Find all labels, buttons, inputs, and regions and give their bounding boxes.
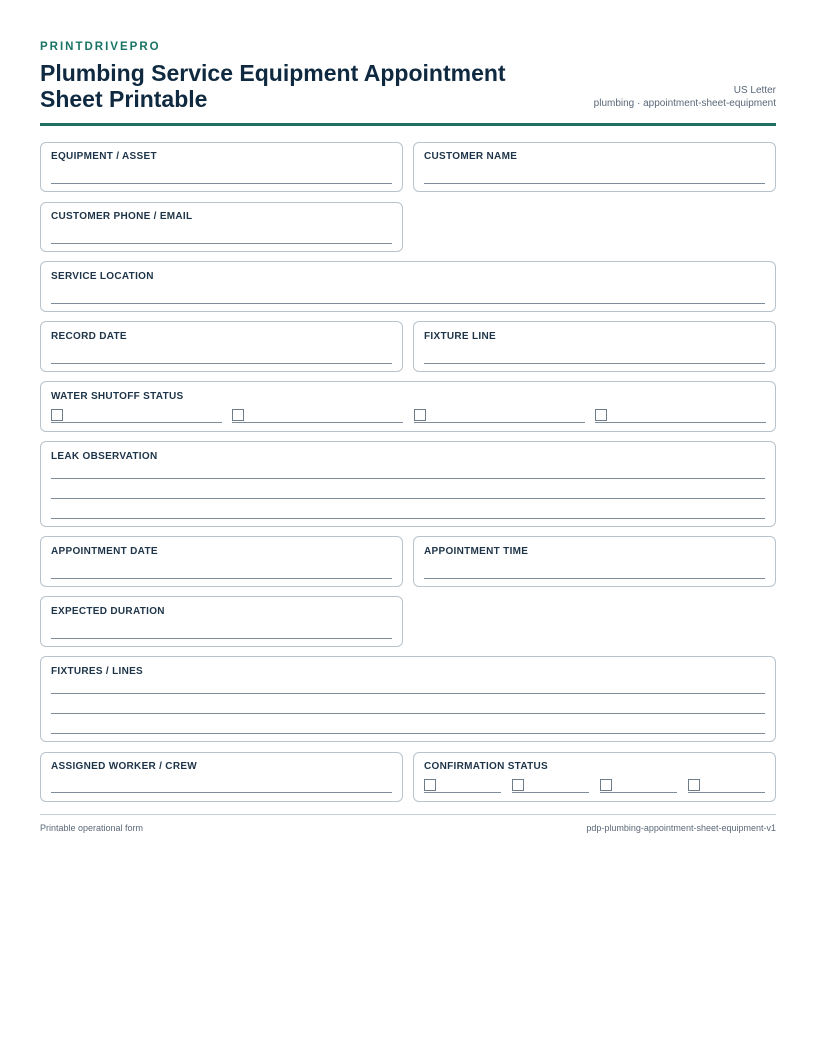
customer-name-section: [413, 142, 776, 192]
record-date-section: [40, 321, 403, 372]
appointment-time-label: APPOINTMENT TIME: [424, 546, 529, 557]
assigned-worker-label: ASSIGNED WORKER / CREW: [51, 761, 198, 772]
customer-contact-field[interactable]: [51, 243, 392, 244]
confirmation-status-label: CONFIRMATION STATUS: [424, 761, 549, 772]
fixtures-lines-line[interactable]: [51, 693, 765, 694]
service-location-field[interactable]: [51, 303, 765, 304]
fixtures-lines-section: [40, 656, 776, 742]
service-location-section: [40, 261, 776, 312]
header-meta: [594, 84, 776, 110]
checkbox-icon[interactable]: [232, 409, 244, 421]
checkbox-icon[interactable]: [414, 409, 426, 421]
leak-observation-line[interactable]: [51, 478, 765, 479]
fixture-line-field[interactable]: [424, 363, 765, 364]
expected-duration-section: [40, 596, 403, 647]
equipment-asset-field[interactable]: [51, 183, 392, 184]
record-date-field[interactable]: [51, 363, 392, 364]
page-title: Plumbing Service Equipment Appointment Sheet Printable: [40, 60, 506, 112]
form-header: [40, 54, 776, 126]
expected-duration-field[interactable]: [51, 638, 392, 639]
confirmation-option[interactable]: [424, 779, 501, 793]
confirmation-option[interactable]: [600, 779, 677, 793]
water-shutoff-option[interactable]: [232, 409, 403, 423]
checkbox-icon[interactable]: [512, 779, 524, 791]
equipment-asset-section: [40, 142, 403, 192]
record-date-label: RECORD DATE: [51, 331, 127, 342]
water-shutoff-section: [40, 381, 776, 432]
customer-contact-section: [40, 202, 403, 252]
customer-name-field[interactable]: [424, 183, 765, 184]
customer-contact-label: CUSTOMER PHONE / EMAIL: [51, 211, 193, 222]
assigned-worker-field[interactable]: [51, 792, 392, 793]
assigned-worker-section: [40, 752, 403, 802]
leak-observation-label: LEAK OBSERVATION: [51, 451, 158, 462]
checkbox-icon[interactable]: [51, 409, 63, 421]
service-location-label: SERVICE LOCATION: [51, 271, 154, 282]
appointment-date-field[interactable]: [51, 578, 392, 579]
confirmation-option[interactable]: [512, 779, 589, 793]
checkbox-icon[interactable]: [600, 779, 612, 791]
confirmation-status-section: [413, 752, 776, 802]
customer-name-label: CUSTOMER NAME: [424, 151, 518, 162]
fixture-line-label: FIXTURE LINE: [424, 331, 496, 342]
fixtures-lines-label: FIXTURES / LINES: [51, 666, 144, 677]
water-shutoff-option[interactable]: [51, 409, 222, 423]
form-category: plumbing · appointment-sheet-equipment: [593, 98, 776, 109]
footer-form-id: pdp-plumbing-appointment-sheet-equipment-v1: [586, 823, 776, 833]
appointment-time-section: [413, 536, 776, 587]
appointment-date-label: APPOINTMENT DATE: [51, 546, 158, 557]
footer-left-text: Printable operational form: [40, 823, 144, 833]
fixture-line-section: [413, 321, 776, 372]
fixtures-lines-line[interactable]: [51, 713, 765, 714]
water-shutoff-label: WATER SHUTOFF STATUS: [51, 391, 184, 402]
confirmation-option[interactable]: [688, 779, 765, 793]
leak-observation-line[interactable]: [51, 498, 765, 499]
leak-observation-line[interactable]: [51, 518, 765, 519]
checkbox-icon[interactable]: [688, 779, 700, 791]
expected-duration-label: EXPECTED DURATION: [51, 606, 165, 617]
checkbox-icon[interactable]: [424, 779, 436, 791]
page-footer: [40, 814, 776, 833]
paper-size: US Letter: [733, 85, 776, 96]
form-page: [40, 40, 776, 126]
checkbox-icon[interactable]: [595, 409, 607, 421]
fixtures-lines-line[interactable]: [51, 733, 765, 734]
water-shutoff-option[interactable]: [595, 409, 766, 423]
water-shutoff-option[interactable]: [414, 409, 585, 423]
equipment-asset-label: EQUIPMENT / ASSET: [51, 151, 157, 162]
brand-logo-text: PRINTDRIVEPRO: [40, 41, 161, 53]
appointment-date-section: [40, 536, 403, 587]
appointment-time-field[interactable]: [424, 578, 765, 579]
leak-observation-section: [40, 441, 776, 527]
